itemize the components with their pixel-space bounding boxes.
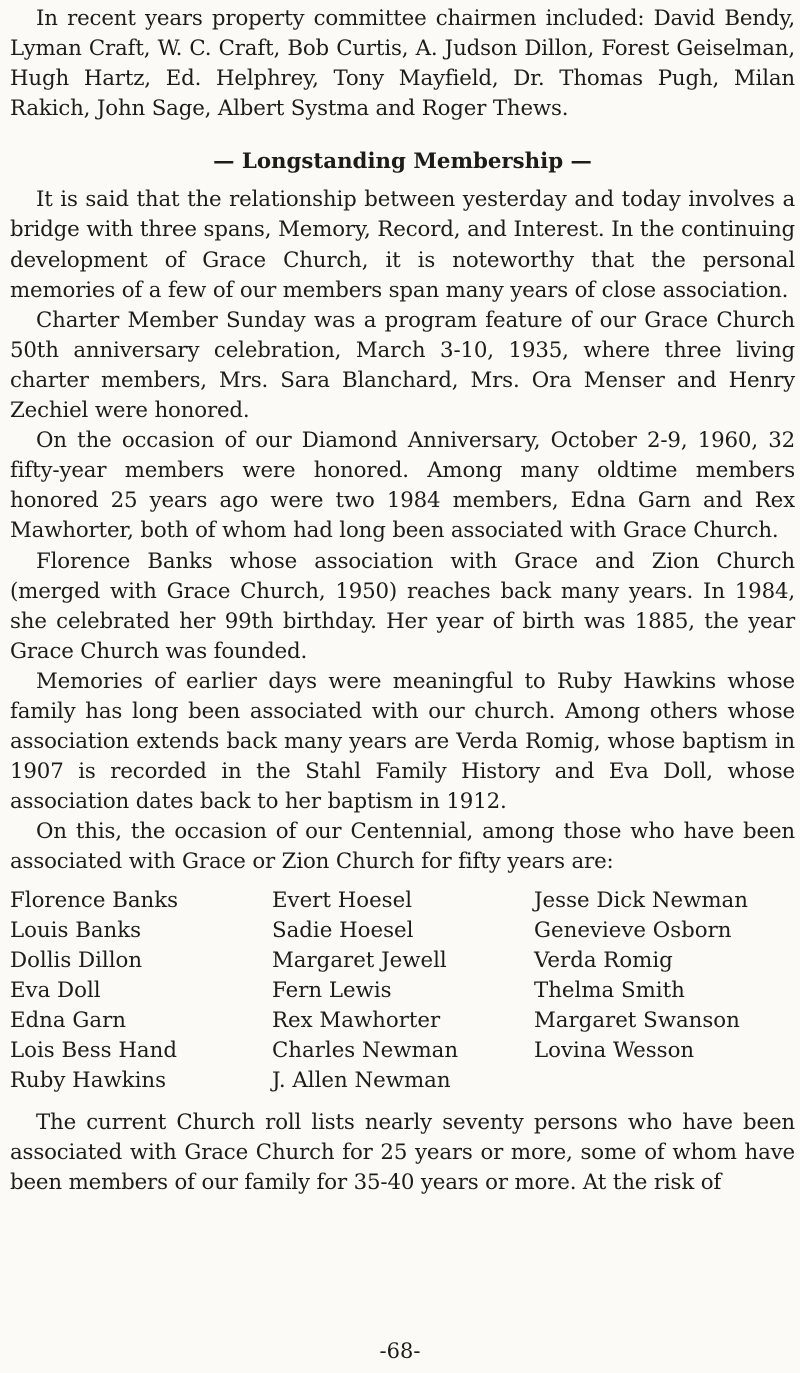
member-name: Eva Doll (10, 977, 101, 1003)
names-column-1 (10, 886, 272, 1097)
member-name: Edna Garn (10, 1007, 126, 1033)
member-name: Evert Hoesel (272, 887, 413, 913)
member-name: Florence Banks (10, 887, 179, 913)
member-name: Fern Lewis (272, 977, 392, 1003)
member-name: Dollis Dillon (10, 947, 143, 973)
names-column-2 (272, 886, 534, 1097)
member-name: J. Allen Newman (272, 1068, 451, 1094)
member-name: Ruby Hawkins (10, 1068, 167, 1094)
paragraph-florence-banks: Florence Banks whose association with Grace and Zion Church (merged with Grace Church, 1950) reaches back many years. In 1984, she celebrated her 99th birthday. Her year of birth was 1885, the year Grace Church was founded. (10, 548, 795, 664)
paragraph-bridge: It is said that the relationship between yesterday and today involves a bridge with three spans, Memory, Record, and Interest. In the continuing development of Grace Church, it is noteworthy that the personal memories of a few of our members span many years of close association. (10, 187, 795, 303)
member-name: Louis Banks (10, 917, 142, 943)
member-name: Sadie Hoesel (272, 917, 414, 943)
paragraph-memories: Memories of earlier days were meaningful to Ruby Hawkins whose family has long been associated with our church. Among others whose association extends back many years are Verda Romig, whose baptism in 1907 is recorded in the Stahl Family History and Eva Doll, whose association dates back to her baptism in 1912. (10, 668, 795, 815)
section-heading: — Longstanding Membership — (213, 149, 592, 175)
member-name: Margaret Swanson (534, 1007, 740, 1033)
member-name: Margaret Jewell (272, 947, 447, 973)
page-number: -68- (379, 1339, 421, 1363)
paragraph-diamond-anniversary: On the occasion of our Diamond Anniversary, October 2-9, 1960, 32 fifty-year members were honored. Among many oldtime members honored 25 years ago were two 1984 members, Edna Garn and Rex Mawhorter, both of whom had long been associated with Grace Church. (10, 428, 795, 544)
member-name: Rex Mawhorter (272, 1007, 441, 1033)
fifty-year-members-list (10, 886, 795, 1097)
member-name: Verda Romig (534, 947, 673, 973)
member-name: Charles Newman (272, 1038, 459, 1063)
paragraph-centennial: On this, the occasion of our Centennial, among those who have been associated with Grace or Zion Church for fifty years are: (10, 819, 795, 875)
member-name: Lovina Wesson (534, 1038, 695, 1063)
paragraph-charter-member: Charter Member Sunday was a program feature of our Grace Church 50th anniversary celebration, March 3-10, 1935, where three living charter members, Mrs. Sara Blanchard, Mrs. Ora Menser and Henry Zechiel were honored. (10, 307, 795, 424)
closing-paragraph: The current Church roll lists nearly seventy persons who have been associated with Grace Church for 25 years or more, some of whom have been members of our family for 35-40 years or more. At the risk of (10, 1110, 795, 1196)
intro-paragraph: In recent years property committee chairmen included: David Bendy, Lyman Craft, W. C. Craft, Bob Curtis, A. Judson Dillon, Forest Geiselman, Hugh Hartz, Ed. Helphrey, Tony Mayfield, Dr. Thomas Pugh, Milan Rakich, John Sage, Albert Systma and Roger Thews. (10, 6, 795, 122)
names-column-3 (534, 886, 795, 1097)
member-name: Jesse Dick Newman (534, 887, 748, 913)
document-page (10, 4, 795, 1198)
member-name: Lois Bess Hand (10, 1038, 177, 1063)
member-name: Genevieve Osborn (534, 917, 732, 943)
member-name: Thelma Smith (534, 977, 685, 1003)
